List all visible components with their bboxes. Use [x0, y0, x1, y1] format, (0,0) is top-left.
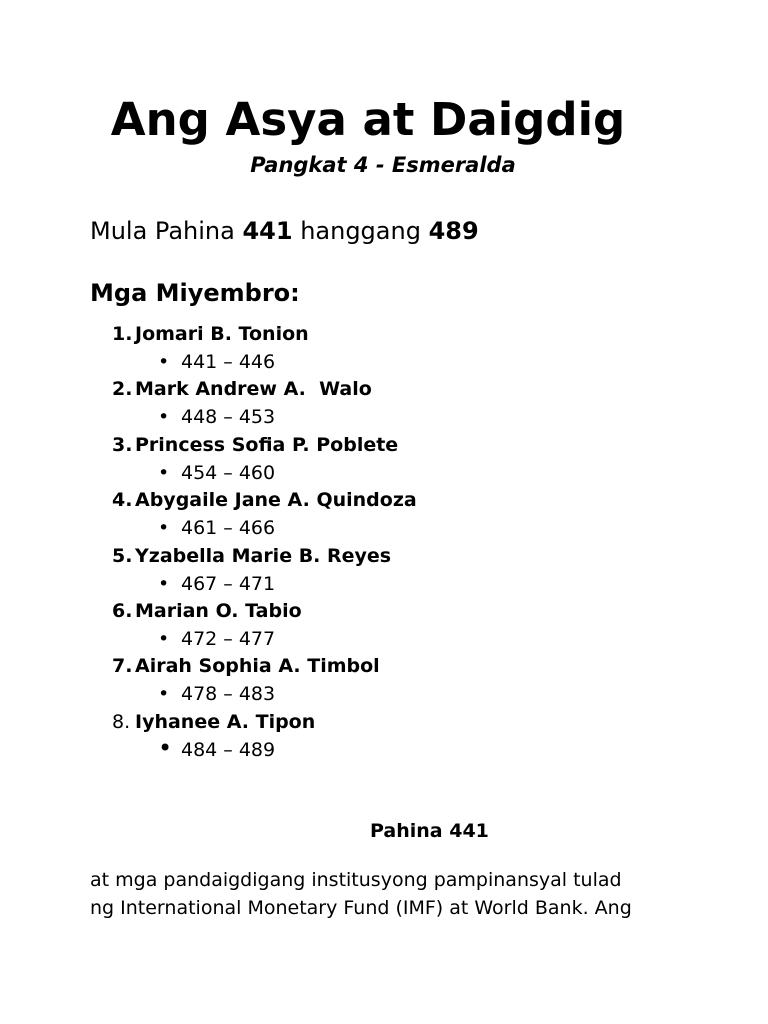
member-number: 7.: [112, 655, 133, 678]
bullet-icon: •: [158, 406, 170, 429]
member-name: Jomari B. Tonion: [135, 323, 309, 345]
body-line: at mga pandaigdigang institusyong pampinansyal tulad: [90, 869, 622, 891]
bullet-icon: •: [158, 517, 170, 540]
bullet-icon: •: [158, 627, 170, 650]
member-pages: 454 – 460: [181, 461, 276, 484]
page-range-start: 441: [242, 217, 293, 245]
member-number: 2.: [112, 378, 133, 401]
page-range: [90, 214, 479, 248]
member-name: Iyhanee A. Tipon: [135, 710, 316, 733]
member-pages: 478 – 483: [181, 683, 276, 706]
member-number: 4.: [112, 489, 133, 512]
member-pages: 448 – 453: [181, 406, 276, 429]
bullet-icon: •: [158, 683, 170, 706]
members-heading: Mga Miyembro:: [90, 279, 300, 307]
bullet-icon: •: [158, 461, 170, 484]
member-name: Princess Sofia P. Poblete: [135, 433, 399, 456]
bullet-icon: •: [158, 351, 170, 373]
member-number: 8.: [112, 710, 131, 733]
member-number: 3.: [112, 433, 133, 456]
body-paragraph: [90, 866, 730, 922]
bullet-icon: •: [158, 572, 170, 595]
page-label: Pahina 441: [370, 820, 489, 842]
member-name: Mark Andrew A. Walo: [135, 378, 372, 401]
member-pages: 467 – 471: [181, 572, 276, 595]
page-range-middle: hanggang: [292, 217, 429, 245]
bullet-icon: •: [158, 733, 173, 762]
member-number: 6.: [112, 599, 133, 622]
member-name: Airah Sophia A. Timbol: [135, 655, 380, 678]
document-title: Ang Asya at Daigdig: [110, 93, 626, 146]
member-number: 5.: [112, 544, 133, 567]
member-number: 1.: [112, 323, 133, 345]
page-range-prefix: Mula Pahina: [90, 217, 243, 245]
member-name: Yzabella Marie B. Reyes: [135, 544, 392, 567]
member-name: Abygaile Jane A. Quindoza: [135, 489, 417, 512]
member-pages: 472 – 477: [181, 627, 276, 650]
body-line: ng International Monetary Fund (IMF) at World Bank. Ang: [90, 897, 632, 919]
document-subtitle: Pangkat 4 - Esmeralda: [250, 153, 516, 177]
member-pages: 441 – 446: [181, 351, 276, 373]
page-range-end: 489: [428, 217, 479, 245]
member-name: Marian O. Tabio: [135, 599, 302, 622]
member-pages: 484 – 489: [181, 738, 276, 761]
member-pages: 461 – 466: [181, 517, 276, 540]
